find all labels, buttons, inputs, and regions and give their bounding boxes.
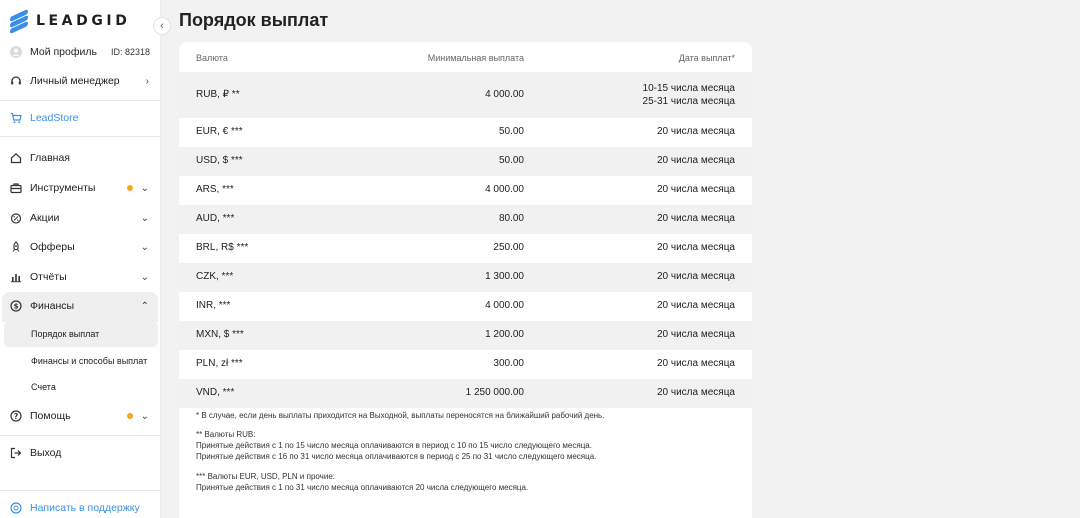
leadstore-label: LeadStore xyxy=(30,112,79,124)
sidebar-item-label: Акции xyxy=(30,212,60,224)
payout-date-line: 10-15 числа месяца xyxy=(642,83,735,94)
sidebar-subitem-payout-schedule[interactable] xyxy=(4,321,158,347)
min-payout-cell: 1 250 000.00 xyxy=(465,387,524,398)
table-row xyxy=(179,176,752,205)
chevron-left-icon: ‹ xyxy=(160,20,164,32)
footnote-line: ** Валюты RUB: xyxy=(196,430,256,439)
currency-cell: VND, *** xyxy=(196,387,235,398)
cart-icon xyxy=(10,112,22,124)
payout-date-cell: 20 числа месяца xyxy=(656,155,735,166)
payout-date-cell: 20 числа месяца xyxy=(656,329,735,340)
sidebar-item-promotions[interactable] xyxy=(0,210,161,226)
table-row xyxy=(179,321,752,350)
table-row xyxy=(179,118,752,147)
chevron-down-icon: ⌄ xyxy=(140,182,149,194)
sidebar-item-label: Офферы xyxy=(30,241,75,253)
footnote-line: Принятые действия с 16 по 31 число месяца оплачиваются в период с 25 по 31 число следующего месяца. xyxy=(196,452,597,461)
currency-cell: PLN, zł *** xyxy=(196,358,243,369)
min-payout-cell: 1 300.00 xyxy=(485,271,524,282)
currency-cell: EUR, € *** xyxy=(196,126,243,137)
payout-date-cell: 20 числа месяца xyxy=(656,271,735,282)
min-payout-cell: 300.00 xyxy=(493,358,524,369)
payout-date-cell xyxy=(643,82,735,108)
collapse-sidebar-button[interactable] xyxy=(153,17,171,35)
my-profile-label: Мой профиль xyxy=(30,46,97,58)
divider xyxy=(0,100,161,101)
footnote-line: Принятые действия с 1 по 15 число месяца оплачиваются в период с 10 по 15 число следующего месяца. xyxy=(196,441,592,450)
logo-icon xyxy=(10,11,28,31)
min-payout-cell: 1 200.00 xyxy=(485,329,524,340)
my-profile-link[interactable] xyxy=(0,44,161,60)
chevron-down-icon: ⌄ xyxy=(140,271,149,283)
min-payout-cell: 250.00 xyxy=(493,242,524,253)
payout-date-cell: 20 числа месяца xyxy=(656,126,735,137)
chevron-up-icon: ⌃ xyxy=(140,300,149,312)
divider xyxy=(0,435,161,436)
user-avatar-icon xyxy=(10,46,22,58)
leadgid-logo[interactable] xyxy=(10,10,130,32)
table-row xyxy=(179,72,752,118)
chevron-right-icon: › xyxy=(145,75,149,87)
currency-cell: ARS, *** xyxy=(196,184,234,195)
sidebar-subitem-invoices[interactable] xyxy=(4,374,158,400)
table-row xyxy=(179,379,752,408)
write-support-link[interactable] xyxy=(0,500,161,516)
notification-badge xyxy=(127,185,133,191)
sidebar-item-label: Отчёты xyxy=(30,271,67,283)
chevron-down-icon: ⌄ xyxy=(140,410,149,422)
divider xyxy=(0,490,161,491)
table-header xyxy=(179,42,752,72)
payout-date-cell: 20 числа месяца xyxy=(656,358,735,369)
currency-cell: USD, $ *** xyxy=(196,155,243,166)
sidebar xyxy=(0,0,161,518)
sidebar-item-reports[interactable] xyxy=(0,269,161,285)
subitem-label: Финансы и способы выплат xyxy=(31,356,148,366)
support-chat-icon xyxy=(10,502,22,514)
subitem-label: Порядок выплат xyxy=(31,329,100,339)
sidebar-item-tools[interactable] xyxy=(0,180,161,196)
rocket-icon xyxy=(10,241,22,253)
toolbox-icon xyxy=(10,182,22,194)
footnote-other xyxy=(196,471,528,493)
question-icon xyxy=(10,410,22,422)
currency-cell: MXN, $ *** xyxy=(196,329,244,340)
min-payout-cell: 50.00 xyxy=(498,155,524,166)
column-header-payout-date: Дата выплат* xyxy=(678,53,735,63)
table-row xyxy=(179,205,752,234)
min-payout-cell: 80.00 xyxy=(498,213,524,224)
logo-text: LEADGID xyxy=(36,13,131,29)
svg-text:$: $ xyxy=(13,302,19,311)
page-title: Порядок выплат xyxy=(179,10,329,30)
footnote-line: *** Валюты EUR, USD, PLN и прочие: xyxy=(196,472,335,481)
payout-date-cell: 20 числа месяца xyxy=(656,184,735,195)
logout-link[interactable] xyxy=(0,445,161,461)
payout-date-line: 25-31 числа месяца xyxy=(642,96,735,107)
divider xyxy=(0,136,161,137)
sidebar-item-label: Финансы xyxy=(30,300,75,312)
table-row xyxy=(179,350,752,379)
coin-icon xyxy=(10,300,22,312)
payout-date-cell: 20 числа месяца xyxy=(656,242,735,253)
sidebar-item-label: Помощь xyxy=(30,410,71,422)
min-payout-cell: 50.00 xyxy=(498,126,524,137)
chevron-down-icon: ⌄ xyxy=(140,241,149,253)
column-header-currency: Валюта xyxy=(196,53,228,63)
currency-cell: CZK, *** xyxy=(196,271,234,282)
headset-icon xyxy=(10,75,22,87)
chevron-down-icon: ⌄ xyxy=(140,212,149,224)
personal-manager-label: Личный менеджер xyxy=(30,75,120,87)
currency-cell: RUB, ₽ ** xyxy=(196,89,240,100)
min-payout-cell: 4 000.00 xyxy=(485,184,524,195)
logout-icon xyxy=(10,447,22,459)
table-row xyxy=(179,147,752,176)
footnote-rub xyxy=(196,429,596,462)
logout-label: Выход xyxy=(30,447,62,459)
currency-cell: BRL, R$ *** xyxy=(196,242,249,253)
footnote-line: Принятые действия с 1 по 31 число месяца оплачиваются 20 числа следующего месяца. xyxy=(196,483,529,492)
sidebar-item-finance[interactable] xyxy=(0,298,161,314)
leadstore-link[interactable] xyxy=(0,110,161,126)
bar-chart-icon xyxy=(10,271,22,283)
currency-cell: AUD, *** xyxy=(196,213,235,224)
sidebar-subitem-payout-methods[interactable] xyxy=(4,348,158,374)
min-payout-cell: 4 000.00 xyxy=(485,300,524,311)
table-row xyxy=(179,263,752,292)
sidebar-item-help[interactable] xyxy=(0,408,161,424)
sidebar-item-label: Главная xyxy=(30,152,70,164)
subitem-label: Счета xyxy=(31,382,56,392)
sidebar-item-home[interactable] xyxy=(0,150,161,166)
payout-table-card xyxy=(179,42,752,518)
payout-date-cell: 20 числа месяца xyxy=(656,300,735,311)
payout-date-cell: 20 числа месяца xyxy=(656,213,735,224)
column-header-min-payout: Минимальная выплата xyxy=(427,53,524,63)
support-label: Написать в поддержку xyxy=(30,502,140,514)
sidebar-item-offers[interactable] xyxy=(0,239,161,255)
min-payout-cell: 4 000.00 xyxy=(485,89,524,100)
table-row xyxy=(179,234,752,263)
sidebar-item-label: Инструменты xyxy=(30,182,96,194)
personal-manager-link[interactable] xyxy=(0,73,161,89)
notification-badge xyxy=(127,413,133,419)
percent-icon xyxy=(10,212,22,224)
svg-text:?: ? xyxy=(13,411,19,421)
user-id: ID: 82318 xyxy=(110,47,150,57)
home-icon xyxy=(10,152,22,164)
currency-cell: INR, *** xyxy=(196,300,231,311)
table-row xyxy=(179,292,752,321)
payout-date-cell: 20 числа месяца xyxy=(656,387,735,398)
footnote-weekend: * В случае, если день выплаты приходится на Выходной, выплаты переносятся на ближайший рабочий день. xyxy=(196,411,605,420)
